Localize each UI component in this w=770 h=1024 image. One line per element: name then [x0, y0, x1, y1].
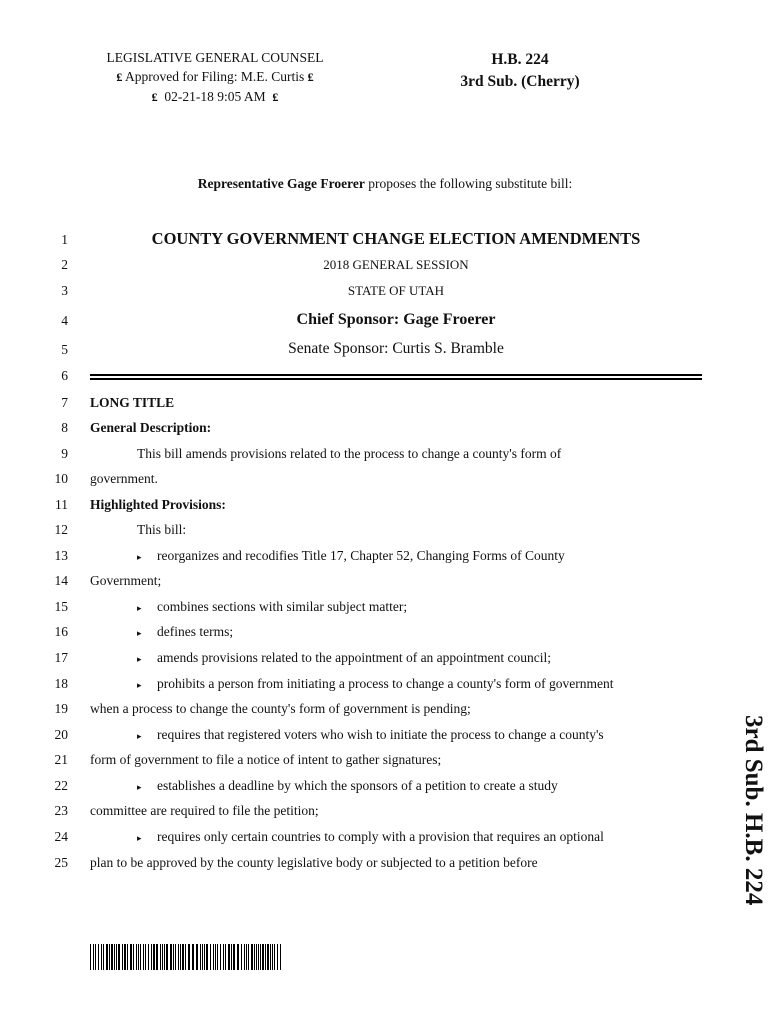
- bullet-text: defines terms;: [157, 624, 234, 639]
- barcode-bar: [122, 944, 123, 970]
- line-number: 17: [54, 650, 68, 665]
- barcode-bar: [204, 944, 205, 970]
- bill-line: [0, 522, 770, 542]
- barcode-bar: [267, 944, 269, 970]
- bullet-icon: ▸: [137, 680, 142, 690]
- line-text: committee are required to file the petition;: [90, 803, 319, 818]
- bullet-item: [137, 829, 604, 845]
- senate-sponsor: Senate Sponsor: Curtis S. Bramble: [288, 340, 504, 357]
- barcode-bar: [124, 944, 126, 970]
- barcode-bar: [118, 944, 120, 970]
- bill-line: [0, 650, 770, 670]
- line-number: 15: [54, 599, 68, 614]
- session-label: 2018 GENERAL SESSION: [323, 257, 469, 272]
- barcode-bar: [265, 944, 266, 970]
- line-number: 22: [54, 778, 68, 793]
- barcode-bar: [231, 944, 232, 970]
- barcode-bar: [148, 944, 149, 970]
- barcode-bar: [228, 944, 230, 970]
- barcode-bar: [182, 944, 184, 970]
- bullet-item: [137, 778, 558, 794]
- barcode-bar: [138, 944, 139, 970]
- chief-sponsor: Chief Sponsor: Gage Froerer: [296, 311, 496, 328]
- bullet-item: [137, 676, 613, 692]
- sponsor-name: Representative Gage Froerer: [197, 176, 365, 191]
- barcode-bar: [143, 944, 144, 970]
- barcode-bar: [151, 944, 152, 970]
- barcode-bar: [160, 944, 161, 970]
- bullet-icon: ▸: [137, 833, 142, 843]
- header-right: [440, 49, 600, 93]
- office-name: LEGISLATIVE GENERAL COUNSEL: [106, 50, 324, 65]
- line-number: 19: [54, 701, 68, 716]
- bill-line: [0, 573, 770, 593]
- barcode-bar: [213, 944, 214, 970]
- line-number: 2: [61, 257, 68, 272]
- line-text: when a process to change the county's form of government is pending;: [90, 701, 471, 716]
- barcode-bar: [280, 944, 281, 970]
- barcode-bar: [192, 944, 194, 970]
- double-rule-top: [90, 374, 702, 376]
- bill-line: [0, 257, 770, 277]
- lira-marker: ₤: [272, 90, 279, 104]
- barcode-bar: [246, 944, 247, 970]
- barcode-bar: [202, 944, 203, 970]
- bill-line: [0, 548, 770, 568]
- section-heading: LONG TITLE: [90, 395, 175, 410]
- line-text: Government;: [90, 573, 162, 588]
- line-number: 14: [54, 573, 68, 588]
- bullet-text: establishes a deadline by which the sponsors of a petition to create a study: [157, 778, 558, 793]
- barcode-bar: [206, 944, 208, 970]
- substitute-label: 3rd Sub. (Cherry): [460, 73, 580, 90]
- barcode-bar: [136, 944, 137, 970]
- barcode-bar: [277, 944, 278, 970]
- barcode-bar: [215, 944, 216, 970]
- line-number: 1: [61, 232, 68, 247]
- datetime-text: 02-21-18 9:05 AM: [164, 89, 266, 104]
- line-number: 18: [54, 676, 68, 691]
- subsection-heading: Highlighted Provisions:: [90, 497, 226, 512]
- barcode-bar: [200, 944, 201, 970]
- barcode-bar: [262, 944, 264, 970]
- barcode-bar: [116, 944, 117, 970]
- barcode-bar: [127, 944, 128, 970]
- bill-line: [0, 283, 770, 303]
- barcode-bar: [166, 944, 168, 970]
- barcode-bar: [251, 944, 253, 970]
- barcode-bar: [153, 944, 155, 970]
- barcode-bar: [270, 944, 271, 970]
- line-text: government.: [90, 471, 158, 486]
- state-label: STATE OF UTAH: [347, 283, 445, 298]
- bill-line: [0, 752, 770, 772]
- barcode-bar: [164, 944, 165, 970]
- bullet-text: reorganizes and recodifies Title 17, Chapter 52, Changing Forms of County: [157, 548, 565, 563]
- header-left: [90, 48, 340, 107]
- bullet-text: amends provisions related to the appointment of an appointment council;: [157, 650, 552, 665]
- barcode-bar: [170, 944, 172, 970]
- line-text: form of government to file a notice of intent to gather signatures;: [90, 752, 442, 767]
- barcode-bar: [106, 944, 108, 970]
- barcode-bar: [274, 944, 275, 970]
- barcode-bar: [233, 944, 235, 970]
- line-number: 11: [55, 497, 68, 512]
- line-number: 21: [54, 752, 68, 767]
- barcode-bar: [93, 944, 94, 970]
- bill-line: [0, 599, 770, 619]
- barcode-bar: [188, 944, 190, 970]
- bill-number: H.B. 224: [491, 51, 549, 68]
- barcode-bar: [210, 944, 211, 970]
- bill-line: [0, 727, 770, 747]
- bill-line: [0, 855, 770, 875]
- bill-line: [0, 701, 770, 721]
- barcode-bar: [95, 944, 96, 970]
- barcode-bar: [217, 944, 218, 970]
- barcode-bar: [133, 944, 134, 970]
- bullet-text: prohibits a person from initiating a process to change a county's form of government: [157, 676, 614, 691]
- barcode-bar: [130, 944, 132, 970]
- bullet-icon: ▸: [137, 782, 142, 792]
- line-number: 6: [61, 368, 68, 383]
- double-rule-bottom: [90, 378, 702, 380]
- barcode-bar: [220, 944, 221, 970]
- bullet-icon: ▸: [137, 654, 142, 664]
- line-number: 24: [54, 829, 68, 844]
- bill-line: [0, 497, 770, 517]
- barcode-bar: [258, 944, 259, 970]
- proposal-line: [0, 176, 770, 192]
- bill-line: [0, 311, 770, 331]
- bullet-item: [137, 624, 233, 640]
- barcode-bar: [248, 944, 249, 970]
- barcode-bar: [260, 944, 261, 970]
- barcode-bar: [241, 944, 242, 970]
- barcode-bar: [180, 944, 181, 970]
- barcode-bar: [256, 944, 257, 970]
- bullet-text: requires only certain countries to comply with a provision that requires an optional: [157, 829, 604, 844]
- line-number: 10: [54, 471, 68, 486]
- bullet-icon: ▸: [137, 603, 142, 613]
- lira-marker: ₤: [116, 70, 123, 84]
- barcode-bar: [196, 944, 198, 970]
- barcode-bar: [98, 944, 99, 970]
- bullet-item: [137, 599, 407, 615]
- barcode-bar: [178, 944, 179, 970]
- line-number: 20: [54, 727, 68, 742]
- line-number: 16: [54, 624, 68, 639]
- barcode-bar: [140, 944, 141, 970]
- line-number: 3: [61, 283, 68, 298]
- barcode-bar: [244, 944, 245, 970]
- bullet-text: combines sections with similar subject matter;: [157, 599, 408, 614]
- line-number: 13: [54, 548, 68, 563]
- bill-line: [0, 340, 770, 360]
- line-number: 12: [54, 522, 68, 537]
- approval-line: [90, 67, 340, 87]
- barcode-bar: [272, 944, 273, 970]
- bullet-text: requires that registered voters who wish to initiate the process to change a county's: [157, 727, 604, 742]
- bill-line: [0, 624, 770, 644]
- bullet-item: [137, 650, 551, 666]
- barcode-bar: [145, 944, 146, 970]
- barcode-bar: [254, 944, 255, 970]
- line-text: This bill:: [137, 522, 187, 537]
- bill-line: [0, 446, 770, 466]
- bill-line: [0, 395, 770, 415]
- lira-marker: ₤: [307, 70, 314, 84]
- barcode-bar: [111, 944, 113, 970]
- bill-line: [0, 471, 770, 491]
- datetime-line: [90, 87, 340, 107]
- barcode-bar: [101, 944, 102, 970]
- bill-title: COUNTY GOVERNMENT CHANGE ELECTION AMENDMENTS: [151, 229, 641, 248]
- bill-line: [0, 829, 770, 849]
- proposal-text: proposes the following substitute bill:: [364, 176, 573, 191]
- barcode-bar: [185, 944, 186, 970]
- barcode-bar: [225, 944, 226, 970]
- barcode-bar: [173, 944, 174, 970]
- lira-marker: ₤: [151, 90, 158, 104]
- barcode-bar: [175, 944, 176, 970]
- line-number: 5: [61, 342, 68, 357]
- line-number: 23: [54, 803, 68, 818]
- line-number: 25: [54, 855, 68, 870]
- barcode-bar: [114, 944, 115, 970]
- line-number: 9: [61, 446, 68, 461]
- barcode-bar: [103, 944, 104, 970]
- bullet-icon: ▸: [137, 731, 142, 741]
- line-number: 4: [61, 313, 68, 328]
- bill-line: [0, 676, 770, 696]
- bullet-icon: ▸: [137, 552, 142, 562]
- line-number: 7: [61, 395, 68, 410]
- barcode-bar: [90, 944, 91, 970]
- approval-text: Approved for Filing: M.E. Curtis: [125, 69, 305, 84]
- subsection-heading: General Description:: [90, 420, 212, 435]
- bill-line: [0, 229, 770, 249]
- barcode-bar: [237, 944, 239, 970]
- line-text: plan to be approved by the county legislative body or subjected to a petition before: [90, 855, 538, 870]
- line-number: 8: [61, 420, 68, 435]
- bullet-item: [137, 727, 604, 743]
- barcode-bar: [223, 944, 224, 970]
- bill-line: [0, 778, 770, 798]
- bullet-icon: ▸: [137, 628, 142, 638]
- barcode-icon: [90, 944, 285, 970]
- bill-line: [0, 420, 770, 440]
- barcode-bar: [162, 944, 163, 970]
- side-bill-label: 3rd Sub. H.B. 224: [740, 715, 767, 906]
- barcode-bar: [156, 944, 158, 970]
- bill-line: [0, 803, 770, 823]
- line-text: This bill amends provisions related to the process to change a county's form of: [137, 446, 562, 461]
- bullet-item: [137, 548, 565, 564]
- barcode-bar: [109, 944, 110, 970]
